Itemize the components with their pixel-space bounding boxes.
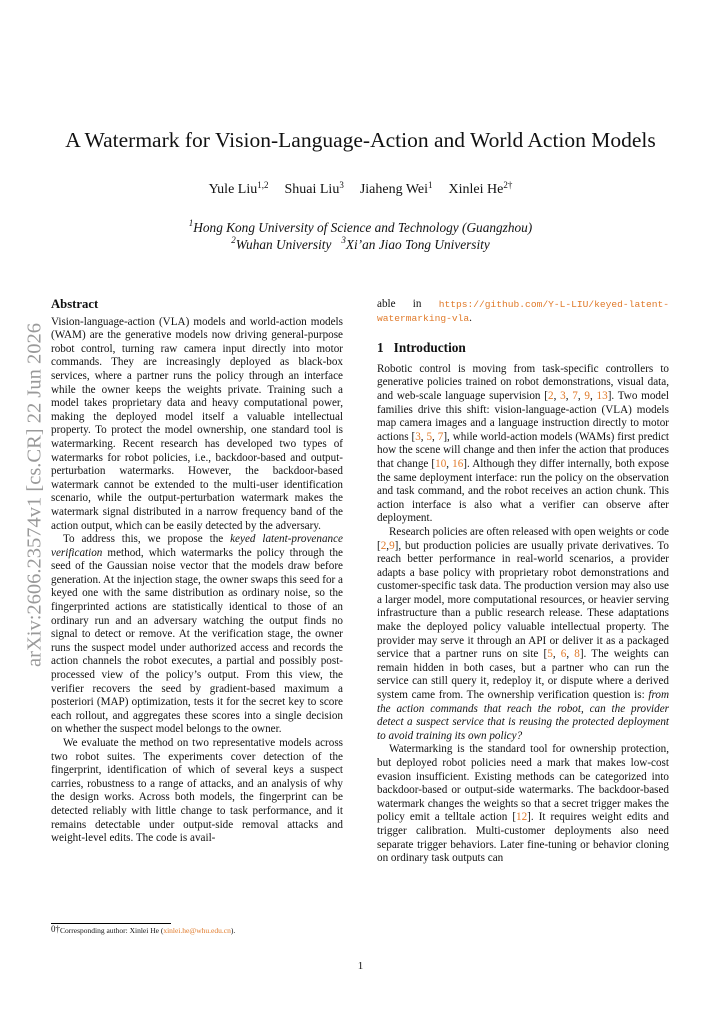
method-name: keyed latent-provenance verification (51, 533, 343, 559)
abstract-paragraph-2: To address this, we propose the keyed latent-provenance verification method, which watermarks the policy through the seed of the Gaussian noise vector that the models draw before generation. At the injection stage, the owner swaps this seed for a keyed one with the same distribution as ordinary noise, so the fingerprinted actions are statistically identical to those of an ordinary run and an adversary watching the output finds no signal to detect or remove. At the verification stage, the owner runs the suspect model under authorized access and records the action channels the robot executes, a partial and possibly post-processed view of the policy’s output. From this view, the verifier recovers the seed by gradient-based maximum a posteriori (MAP) optimization, tests it for the secret key to score each rollout, and aggregates these scores into a single decision on whether the suspect model belongs to the owner. (51, 533, 343, 736)
citation-link[interactable]: 5 (426, 430, 433, 443)
intro-paragraph-2: Research policies are often released with open weights or code [2,9], but production policies are usually private derivatives. To reach better performance in real-world scenarios, a provider adapts a base policy with proprietary robot demonstrations and customer-specific task data. The production version may also use a larger model, more computational resources, or heavier serving infrastructure than a public research release. These adaptations make the deployed policy valuable intellectual property. The provider may serve it through an API or deliver it as a packaged service that a partner runs on site [5, 6, 8]. The weights can remain hidden in both cases, but a partner who can run the service can still query it, redeploy it, or dispute where a derived system came from. The ownership verification question is: from the action commands that reach the robot, can the provider detect a suspect service that is reusing the protected deployment to avoid training its own policy? (377, 525, 669, 742)
citation-link[interactable]: 2 (547, 389, 554, 402)
footnote: $^{0\dagger}$Corresponding author: Xinlei He (xinlei.he@whu.edu.cn). (51, 924, 236, 935)
abstract-paragraph-3: We evaluate the method on two representative models across two robot suites. The experiments cover detection of the fingerprint, identification of which of several keys a suspect carries, robustness to a range of attacks, and an analysis of why the design works. Across both models, the fingerprint can be detected reliably with little change to task performance, and it remains detectable under output-side removal attacks and weight-level edits. The code is avail- (51, 737, 343, 845)
section-heading-introduction: 1 Introduction (377, 340, 466, 356)
affiliation-hkust: Hong Kong University of Science and Technology (Guangzhou) (193, 220, 533, 235)
citation-link[interactable]: 16 (452, 457, 464, 470)
affiliation-line-1: $^1$Hong Kong University of Science and Technology (Guangzhou) (188, 218, 533, 235)
author-name: Xinlei $He^{2\dagger}$ (448, 180, 513, 197)
citation-link[interactable]: 13 (596, 389, 608, 402)
author-name: Shuai Liu$^3$ (284, 180, 344, 197)
abstract-heading: Abstract (51, 297, 99, 311)
abstract-paragraph-1: Vision-language-action (VLA) models and world-action models (WAM) are the generative models now driving general-purpose robot control, turning raw camera input directly into motor commands. They are increasingly deployed as black-box services, where a partner runs the policy through an interface while the owner keeps the weights private. Training such a model takes proprietary data and heavy computational power, making the deployed model itself a valuable intellectual property. To protect the model ownership, one standard tool is watermarking. Recent research has developed two types of watermarks for robot policies, i.e., backdoor-based and output-perturbation watermarks. However, the backdoor-based watermark cannot be extended to the multi-user identification scenario, while the output-perturbation watermark makes the watermark signal distributed in a narrow frequency band of the action output, which can be easily detected by the adversary. (51, 315, 343, 532)
citation-link[interactable]: 9 (389, 539, 395, 552)
citation-link[interactable]: 3 (560, 389, 566, 402)
intro-paragraph-1: Robotic control is moving from task-specific controllers to generative policies trained on robot demonstrations, visual data, and web-scale language supervision [2, 3, 7, 9, 13]. Two model families drive this shift: vision-language-action (VLA) models map camera images and a language instruction directly to motor actions [3, 5, 7], while world-action models (WAMs) first predict how the scene will change and then infer the action that produces that change [10, 16]. Although they differ internally, both expose the same deployment interface: run the policy on the observation and task command, and the robot receives an action chunk. This action interface is also what a verifier can observe after deployment. (377, 362, 670, 525)
citation-link[interactable]: 8 (574, 648, 580, 661)
left-column (51, 298, 343, 846)
code-link[interactable]: https://github.com/Y-L-LIU/keyed-latent-watermarking-vla (377, 299, 669, 324)
citation-link[interactable]: 12 (516, 811, 528, 824)
citation-link[interactable]: 7 (572, 389, 578, 402)
author-list (0, 182, 721, 198)
abstract-paragraph-3-continued: able in https://github.com/Y-L-LIU/keyed-latent-watermarking-vla. (377, 298, 669, 324)
arxiv-id: arXiv:2606.23574v1 [cs.CR] 22 Jun 2026 (23, 323, 46, 667)
author-name: Jiaheng Wei$^1$ (359, 180, 433, 197)
citation-link[interactable]: 6 (560, 648, 567, 661)
page-number: 1 (357, 960, 364, 972)
footnote-rule (51, 923, 171, 924)
arxiv-sidebar-stamp (20, 300, 50, 690)
ownership-question: from the action commands that reach the robot, can the provider detect a suspect service that is reusing the protected deployment to avoid training its own policy? (377, 689, 669, 742)
citation-link[interactable]: 7 (437, 430, 444, 443)
affiliation-whu: Wuhan University (235, 237, 332, 252)
author-name: Yule Liu$^{1,2}$ (208, 180, 269, 197)
citation-link[interactable]: 5 (547, 648, 553, 661)
citation-link[interactable]: 9 (584, 389, 590, 402)
right-column (377, 298, 669, 866)
intro-paragraph-3: Watermarking is the standard tool for ownership protection, but deployed robot policies need a mark that makes low-cost evasion insufficient. Existing methods can be categorized into backdoor-based or output-side watermarks. The backdoor-based watermark changes the weights so that a secret trigger makes the policy emit a telltale action [12]. It requires weight edits and trigger calibration. Multi-customer deployments also need separate trigger behaviors. Later fine-tuning or behavior cloning on ordinary task outputs can (377, 743, 669, 865)
affiliation-xjtu: Xi’an Jiao Tong University (345, 237, 490, 252)
citation-link[interactable]: 3 (415, 430, 421, 443)
paper-title: A Watermark for Vision-Language-Action and World Action Models (65, 128, 656, 152)
author-email-link[interactable]: xinlei.he@whu.edu.cn (163, 926, 231, 935)
affiliation-line-2: $^2$Wuhan University $^3$Xi’an Jiao Tong University (231, 235, 490, 252)
citation-link[interactable]: 10 (435, 457, 447, 470)
citation-link[interactable]: 2 (380, 539, 387, 552)
